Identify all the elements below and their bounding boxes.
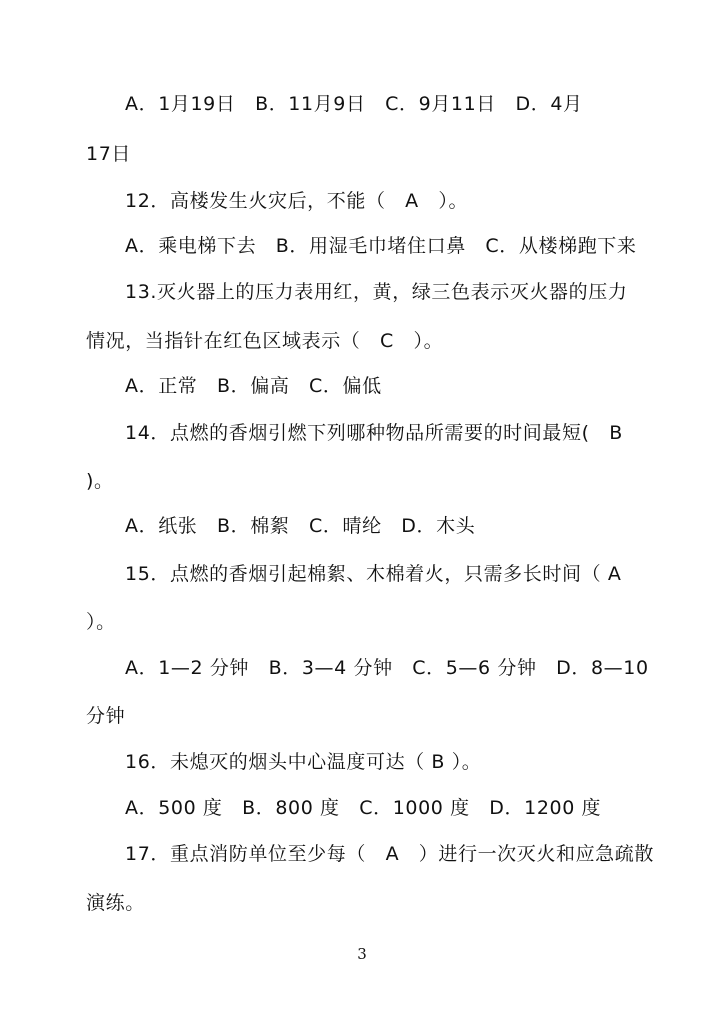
text-line: )。	[86, 470, 114, 492]
question-17: 17．重点消防单位至少每（ A ）进行一次灭火和应急疏散	[125, 843, 654, 865]
text-line: A．正常 B．偏高 C．偏低	[125, 375, 382, 397]
text-line: 17日	[86, 143, 131, 165]
question-14: 14．点燃的香烟引燃下列哪种物品所需要的时间最短( B	[125, 422, 623, 444]
page-number: 3	[357, 945, 367, 963]
question-12: 12．高楼发生火灾后，不能（ A ）。	[125, 190, 469, 212]
text-line: A．1月19日 B．11月9日 C．9月11日 D．4月	[125, 93, 583, 115]
question-16: 16．未熄灭的烟头中心温度可达（ B ）。	[125, 751, 482, 773]
question-15: 15．点燃的香烟引起棉絮、木棉着火，只需多长时间（ A	[125, 563, 622, 585]
question-13: 13.灭火器上的压力表用红，黄，绿三色表示灭火器的压力	[125, 281, 628, 303]
text-line: A．乘电梯下去 B．用湿毛巾堵住口鼻 C．从楼梯跑下来	[125, 235, 637, 257]
text-line: 演练。	[86, 892, 145, 914]
text-line: A．500 度 B．800 度 C．1000 度 D．1200 度	[125, 797, 602, 819]
text-line: ）。	[86, 611, 116, 633]
text-line: A．纸张 B．棉絮 C．晴纶 D．木头	[125, 515, 476, 537]
text-line: A．1—2 分钟 B．3—4 分钟 C．5—6 分钟 D．8—10	[125, 657, 649, 679]
text-line: 分钟	[86, 705, 126, 727]
text-line: 情况，当指针在红色区域表示（ C ）。	[86, 330, 444, 352]
